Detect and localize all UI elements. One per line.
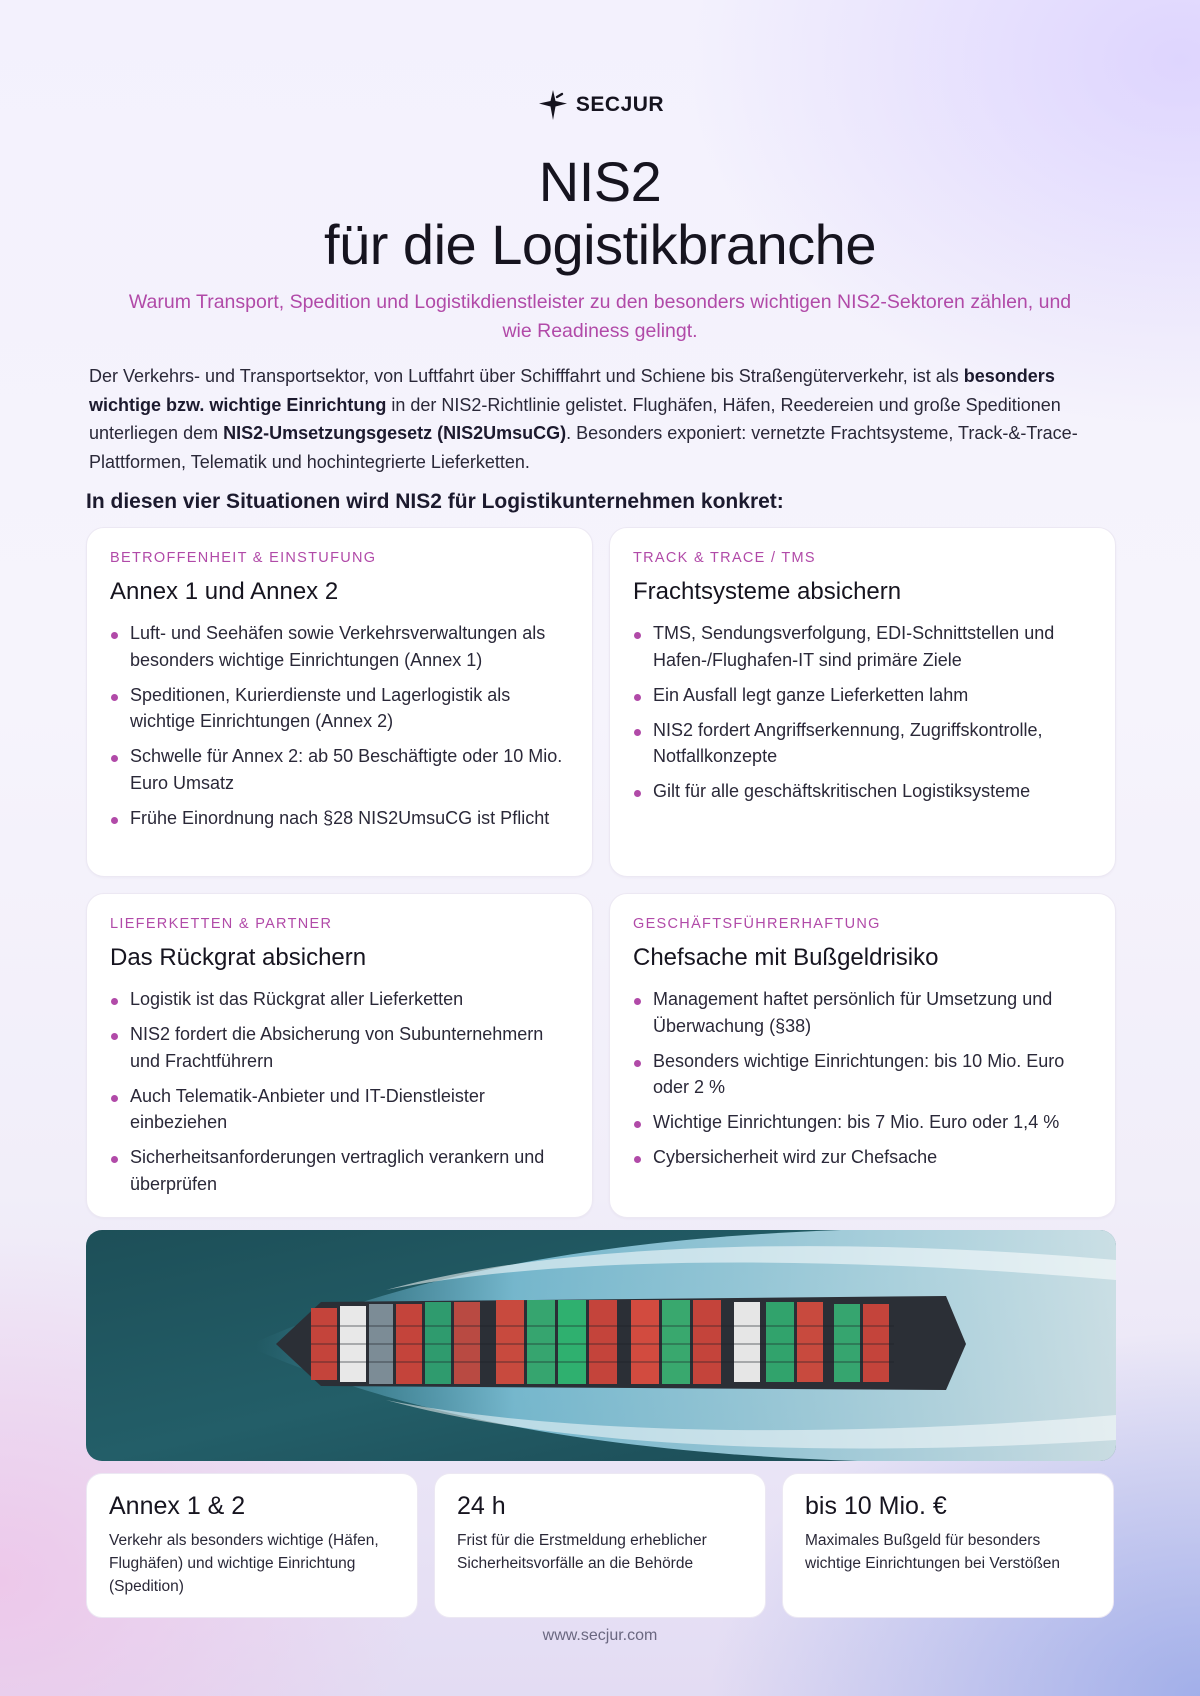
- list-item: Besonders wichtige Einrichtungen: bis 10 Mio. Euro oder 2 %: [633, 1048, 1093, 1101]
- intro-paragraph: [89, 362, 1119, 476]
- card-lieferketten: [86, 893, 593, 1218]
- intro-bold-1: besonders wichtige bzw. wichtige Einrichtung: [89, 366, 1055, 415]
- intro-text-1: Der Verkehrs- und Transportsektor, von Luftfahrt über Schifffahrt und Schiene bis Straßengüterverkehr, ist als: [89, 366, 964, 386]
- card-betroffenheit: [86, 527, 593, 877]
- container-ship-illustration: [86, 1230, 1116, 1461]
- stat-description: Frist für die Erstmeldung erheblicher Sicherheitsvorfälle an die Behörde: [457, 1532, 707, 1572]
- card-eyebrow: TRACK & TRACE / TMS: [633, 550, 816, 566]
- card-list: [110, 986, 570, 1206]
- list-item: Cybersicherheit wird zur Chefsache: [633, 1144, 1093, 1171]
- list-item: NIS2 fordert Angriffserkennung, Zugriffskontrolle, Notfallkonzepte: [633, 717, 1093, 770]
- page-title: [0, 150, 1200, 276]
- card-title: Chefsache mit Bußgeldrisiko: [633, 944, 939, 971]
- footer-url[interactable]: www.secjur.com: [542, 1627, 658, 1644]
- stat-card-annex: [86, 1473, 418, 1618]
- card-list: [110, 620, 570, 840]
- list-item: NIS2 fordert die Absicherung von Subunternehmern und Frachtführern: [110, 1021, 570, 1074]
- list-item: Ein Ausfall legt ganze Lieferketten lahm: [633, 682, 1093, 709]
- card-track-trace: [609, 527, 1116, 877]
- list-item: Speditionen, Kurierdienste und Lagerlogistik als wichtige Einrichtungen (Annex 2): [110, 682, 570, 735]
- card-title: Das Rückgrat absichern: [110, 944, 367, 971]
- list-item: TMS, Sendungsverfolgung, EDI-Schnittstellen und Hafen-/Flughafen-IT sind primäre Ziele: [633, 620, 1093, 673]
- card-eyebrow: BETROFFENHEIT & EINSTUFUNG: [110, 550, 377, 566]
- section-heading: In diesen vier Situationen wird NIS2 für Logistikunternehmen konkret:: [86, 490, 784, 513]
- card-title: Frachtsysteme absichern: [633, 578, 902, 605]
- card-list: [633, 620, 1093, 813]
- subtitle: Warum Transport, Spedition und Logistikdienstleister zu den besonders wichtigen NIS2-Sektoren zählen, und wie Readiness gelingt.: [128, 291, 1072, 342]
- list-item: Wichtige Einrichtungen: bis 7 Mio. Euro oder 1,4 %: [633, 1109, 1093, 1136]
- card-title: Annex 1 und Annex 2: [110, 578, 339, 605]
- list-item: Gilt für alle geschäftskritischen Logistiksysteme: [633, 778, 1093, 805]
- card-haftung: [609, 893, 1116, 1218]
- intro-text-2: in der NIS2-Richtlinie gelistet. Flughäfen, Häfen, Reedereien und große Speditionen unterliegen dem: [89, 394, 1061, 443]
- list-item: Frühe Einordnung nach §28 NIS2UmsuCG ist Pflicht: [110, 805, 570, 832]
- list-item: Auch Telematik-Anbieter und IT-Dienstleister einbeziehen: [110, 1083, 570, 1136]
- list-item: Logistik ist das Rückgrat aller Lieferketten: [110, 986, 570, 1013]
- stat-value: bis 10 Mio. €: [805, 1492, 947, 1520]
- title-line-1: NIS2: [538, 150, 662, 213]
- stat-value: 24 h: [457, 1492, 506, 1520]
- intro-bold-2: NIS2-Umsetzungsgesetz (NIS2UmsuCG): [223, 423, 567, 443]
- list-item: Sicherheitsanforderungen vertraglich verankern und überprüfen: [110, 1144, 570, 1197]
- card-eyebrow: GESCHÄFTSFÜHRERHAFTUNG: [633, 916, 881, 932]
- stat-card-fine: [782, 1473, 1114, 1618]
- card-eyebrow: LIEFERKETTEN & PARTNER: [110, 916, 333, 932]
- list-item: Management haftet persönlich für Umsetzung und Überwachung (§38): [633, 986, 1093, 1039]
- stat-description: Maximales Bußgeld für besonders wichtige Einrichtungen bei Verstößen: [805, 1532, 1061, 1572]
- card-list: [633, 986, 1093, 1179]
- brand-name: SECJUR: [575, 93, 665, 116]
- list-item: Luft- und Seehäfen sowie Verkehrsverwaltungen als besonders wichtige Einrichtungen (Annex 1): [110, 620, 570, 673]
- intro-text-3: . Besonders exponiert: vernetzte Frachtsysteme, Track-&-Trace-Plattformen, Telematik und hochintegrierte Lieferketten.: [89, 423, 1078, 472]
- stat-card-deadline: [434, 1473, 766, 1618]
- title-line-2: für die Logistikbranche: [324, 213, 876, 276]
- sparkle-cross-icon: [536, 88, 570, 122]
- brand-logo: [0, 88, 1200, 122]
- containers: [311, 1300, 889, 1384]
- list-item: Schwelle für Annex 2: ab 50 Beschäftigte oder 10 Mio. Euro Umsatz: [110, 743, 570, 796]
- container-ship-photo: [86, 1230, 1116, 1461]
- stat-value: Annex 1 & 2: [109, 1492, 246, 1520]
- stat-description: Verkehr als besonders wichtige (Häfen, Flughäfen) und wichtige Einrichtung (Spedition): [109, 1532, 379, 1595]
